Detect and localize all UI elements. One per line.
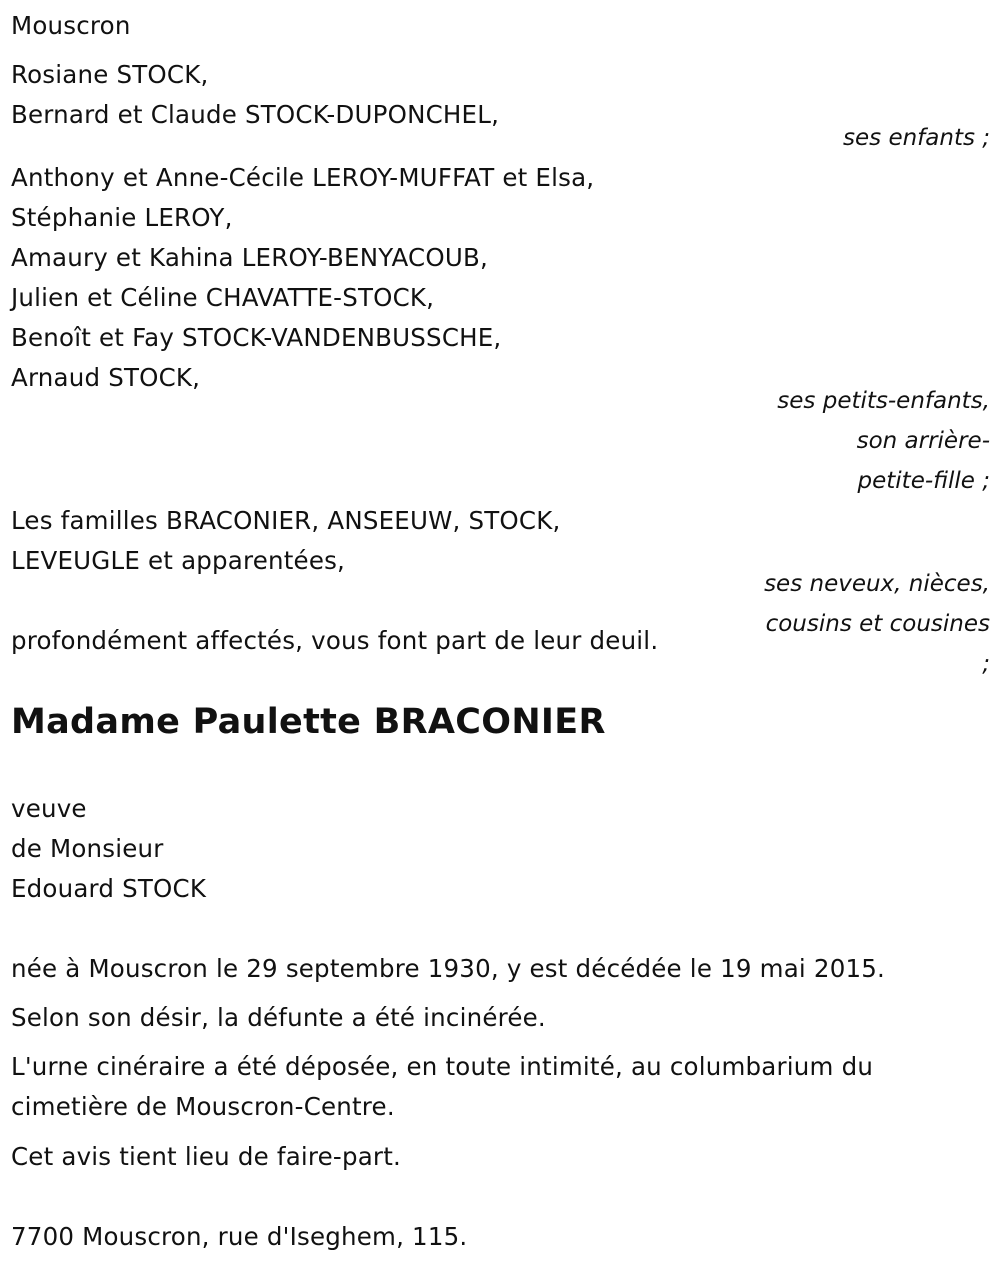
grandchild-line-5: Benoît et Fay STOCK-VANDENBUSSCHE, <box>11 323 502 352</box>
grandchild-line-3: Amaury et Kahina LEROY-BENYACOUB, <box>11 243 488 272</box>
announcement: profondément affectés, vous font part de leur deuil. <box>11 626 659 655</box>
families-role-line-2: cousins et cousines <box>765 611 990 637</box>
families-line-2: LEVEUGLE et apparentées, <box>11 546 346 575</box>
birth-death-line: née à Mouscron le 29 septembre 1930, y est décédée le 19 mai 2015. <box>11 954 886 983</box>
children-role: ses enfants ; <box>843 125 990 151</box>
grandchild-line-6: Arnaud STOCK, <box>11 363 201 392</box>
urn-line-2: cimetière de Mouscron-Centre. <box>11 1092 395 1121</box>
grandchild-line-1: Anthony et Anne-Cécile LEROY-MUFFAT et Elsa, <box>11 163 595 192</box>
grandchildren-role-line-1: ses petits-enfants, <box>777 388 990 414</box>
cremation-line: Selon son désir, la défunte a été incinérée. <box>11 1003 546 1032</box>
grandchildren-role-line-3: petite-fille ; <box>857 468 990 494</box>
location: Mouscron <box>11 11 131 40</box>
widow-line-2: de Monsieur <box>11 834 164 863</box>
urn-line-1: L'urne cinéraire a été déposée, en toute intimité, au columbarium du <box>11 1052 874 1081</box>
notice-line: Cet avis tient lieu de faire-part. <box>11 1142 401 1171</box>
address: 7700 Mouscron, rue d'Iseghem, 115. <box>11 1222 468 1251</box>
child-line-1: Rosiane STOCK, <box>11 60 209 89</box>
families-role-line-3: ; <box>982 651 990 677</box>
child-line-2: Bernard et Claude STOCK-DUPONCHEL, <box>11 100 500 129</box>
widow-line-1: veuve <box>11 794 87 823</box>
grandchild-line-2: Stéphanie LEROY, <box>11 203 233 232</box>
families-line-1: Les familles BRACONIER, ANSEEUW, STOCK, <box>11 506 561 535</box>
widow-line-3: Edouard STOCK <box>11 874 207 903</box>
deceased-name: Madame Paulette BRACONIER <box>11 702 606 742</box>
families-role-line-1: ses neveux, nièces, <box>764 571 990 597</box>
grandchild-line-4: Julien et Céline CHAVATTE-STOCK, <box>11 283 435 312</box>
grandchildren-role-line-2: son arrière- <box>856 428 990 454</box>
